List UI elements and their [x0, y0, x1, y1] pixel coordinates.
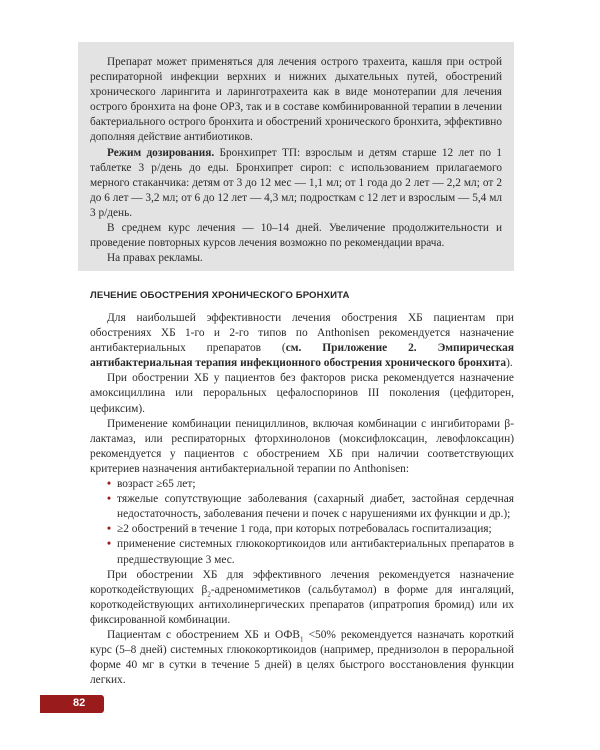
- dosage-heading: Режим дозирования.: [107, 146, 215, 159]
- main-text: [90, 311, 514, 688]
- bullet-icon: •: [107, 538, 111, 551]
- ad-paragraph-course: В среднем курс лечения — 10–14 дней. Увеличение продолжительности и проведение повторных курсов лечения возможно по рекомендации врача.: [90, 222, 502, 250]
- ad-disclaimer: На правах рекламы.: [107, 252, 203, 265]
- bullet-icon: •: [107, 523, 111, 536]
- list-item: • тяжелые сопутствующие заболевания (сахарный диабет, застойная сердечная недостаточность, заболевания печени и почек с нарушениями их функции и др.);: [107, 493, 514, 521]
- advertisement-box: [78, 42, 514, 271]
- paragraph-combination: Применение комбинации пенициллинов, включая комбинации с ингибиторами β-лактамаз, или респираторных фторхинолонов (моксифлоксацин, левофлоксацин) рекомендуется у пациентов с обострением ХБ при наличии соответствующих критериев назначения антибактериальной терапии по Anthonisen:: [90, 417, 514, 475]
- page-number: 82: [73, 697, 86, 709]
- bullet-icon: •: [107, 478, 111, 491]
- section-title: ЛЕЧЕНИЕ ОБОСТРЕНИЯ ХРОНИЧЕСКОГО БРОНХИТА: [90, 290, 350, 301]
- criteria-list: [90, 477, 514, 568]
- paragraph-no-risk: При обострении ХБ у пациентов без факторов риска рекомендуется назначение амоксициллина или пероральных цефалоспоринов III поколения (цефдиторен, цефиксим).: [90, 372, 514, 415]
- paragraph-antibacterial-end: ).: [506, 357, 513, 370]
- page-number-tab: [40, 695, 104, 713]
- list-item: • ≥2 обострений в течение 1 года, при которых потребовалась госпитализация;: [90, 522, 514, 537]
- paragraph-antibacterial-start: Для наибольшей эффективности лечения обострения ХБ пациентам при обострениях ХБ 1-го и 2-го типов по Anthonisen рекомендуется назначение антибактериальных препаратов (: [90, 312, 514, 355]
- appendix-reference: см. Приложение 2. Эмпирическая антибактериальная терапия инфекционного обострения хронического бронхита: [90, 342, 514, 370]
- list-item: • возраст ≥65 лет;: [90, 477, 514, 492]
- paragraph-glucocorticoids: Пациентам с обострением ХБ и $ОФВ_1 <50\%$ рекомендуется назначать короткий курс (5–8 дней) системных глюкокортикоидов (например, преднизолон в пероральной форме 40 мг в сутки в течение 5 дней) в целях быстрого восстановления функции легких.: [90, 628, 514, 687]
- paragraph-antibacterial: [90, 311, 514, 371]
- ad-paragraph-dosage: [90, 146, 502, 221]
- list-item: • применение системных глюкокортикоидов или антибактериальных препаратов в предшествующие 3 мес.: [107, 538, 514, 566]
- paragraph-bronchodilators: При обострении ХБ для эффективного лечения рекомендуется назначение короткодействующих $\beta_2$-адреномиметиков (сальбутамол) в форме для ингаляций, короткодействующих антихолинергических препаратов (ипратропия бромид) или их фиксированной комбинации.: [90, 568, 514, 626]
- dosage-text: Бронхипрет ТП: взрослым и детям старше 12 лет по 1 таблетке 3 р/день до еды. Бронхипрет сироп: с использованием прилагаемого мерного стаканчика: детям от 3 до 12 мес — 1,1 мл; от 1 года до 2 лет — 2,2 мл; от 2 до 6 лет — 3,2 мл; от 6 до 12 лет — 4,3 мл; подросткам с 12 лет и взрослым — 5,4 мл 3 р/день.: [90, 146, 502, 219]
- bullet-icon: •: [107, 493, 111, 506]
- ad-paragraph-1: Препарат может применяться для лечения острого трахеита, кашля при острой респираторной инфекции верхних и нижних дыхательных путей, обострений хронического ларингита и ларинготрахеита как в виде монотерапии для лечения острого бронхита на фоне ОРЗ, так и в составе комбинированной терапии в лечении бактериального острого бронхита и обострений хронического бронхита, эффективно дополняя действие антибиотиков.: [90, 56, 502, 144]
